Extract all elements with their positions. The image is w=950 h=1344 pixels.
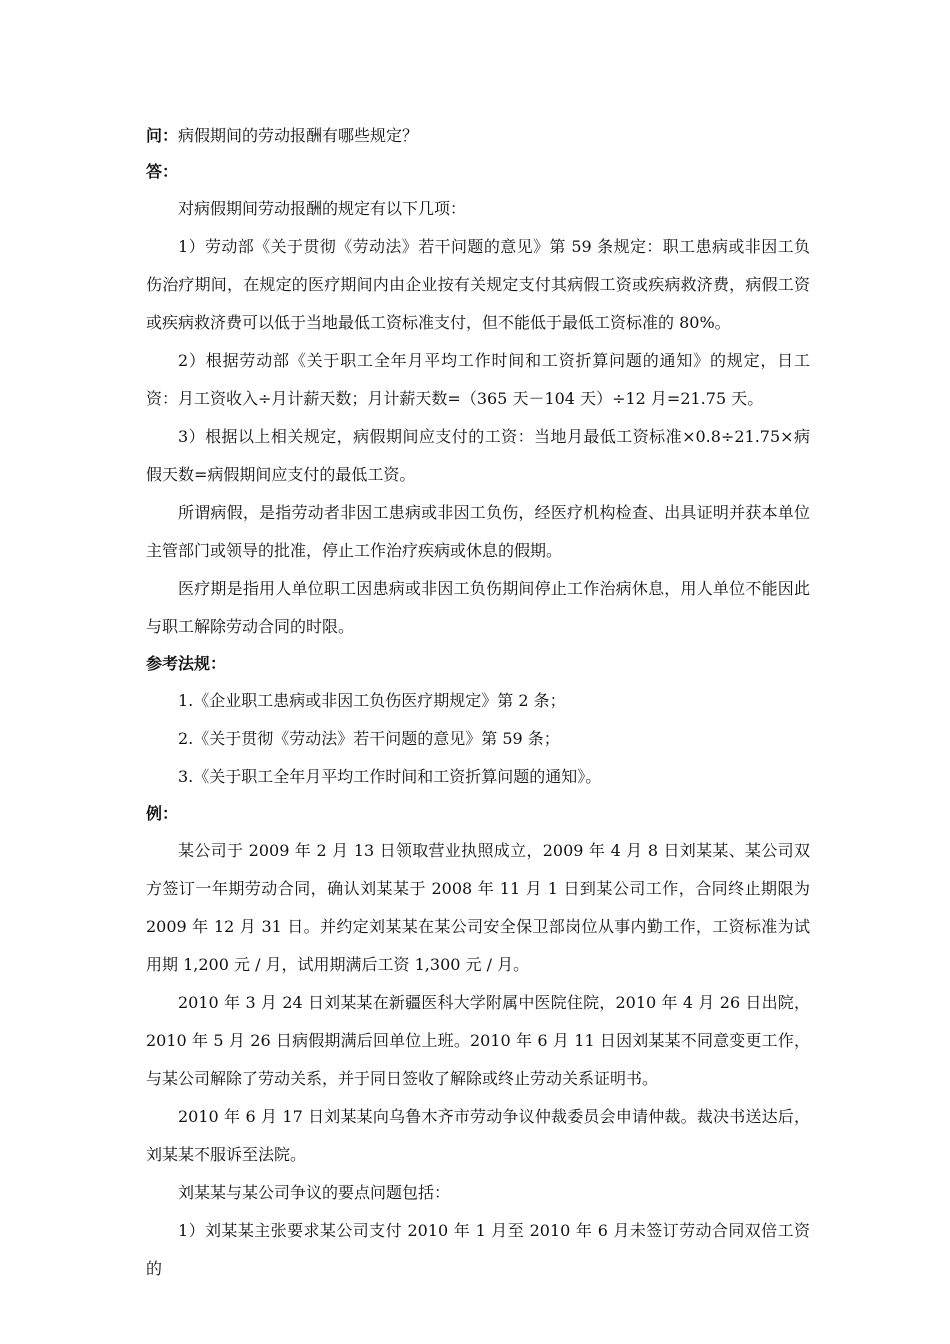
answer-label: 答： [146,162,179,181]
example-paragraph: 1）刘某某主张要求某公司支付 2010 年 1 月至 2010 年 6 月未签订劳动合同双倍工资的 [146,1221,810,1278]
reference-item: 2.《关于贯彻《劳动法》若干问题的意见》第 59 条； [178,729,560,748]
example-paragraph: 某公司于 2009 年 2 月 13 日领取营业执照成立，2009 年 4 月 8 日刘某某、某公司双方签订一年期劳动合同，确认刘某某于 2008 年 11 月 1 日到某公司工作，合同终止期限为 2009 年 12 月 31 日。并约定刘某某在某公司安全保卫部岗位从事内勤工作，工资标准为试用期 1,200 元 / 月，试用期满后工资 1,300 元 / 月。 [146,841,810,974]
answer-paragraph: 所谓病假，是指劳动者非因工患病或非因工负伤，经医疗机构检查、出具证明并获本单位主管部门或领导的批准，停止工作治疗疾病或休息的假期。 [146,503,810,560]
example-paragraph: 刘某某与某公司争议的要点问题包括： [178,1183,451,1202]
reference-item: 1.《企业职工患病或非因工负伤医疗期规定》第 2 条； [178,691,566,710]
question-label: 问： [146,126,179,145]
example-label: 例： [146,804,179,823]
question-text: 病假期间的劳动报酬有哪些规定？ [178,126,419,145]
example-paragraph: 2010 年 6 月 17 日刘某某向乌鲁木齐市劳动争议仲裁委员会申请仲裁。裁决书送达后，刘某某不服诉至法院。 [146,1107,810,1164]
answer-paragraph: 1）劳动部《关于贯彻《劳动法》若干问题的意见》第 59 条规定：职工患病或非因工负伤治疗期间，在规定的医疗期间内由企业按有关规定支付其病假工资或疾病救济费，病假工资或疾病救济费可以低于当地最低工资标准支付，但不能低于最低工资标准的 80%。 [146,237,810,332]
answer-paragraph: 对病假期间劳动报酬的规定有以下几项： [178,199,467,218]
question-line [146,118,810,154]
answer-paragraph: 2）根据劳动部《关于职工全年月平均工作时间和工资折算问题的通知》的规定，日工资：月工资收入÷月计薪天数；月计薪天数=（365 天－104 天）÷12 月=21.75 天。 [146,351,810,408]
references-label: 参考法规： [146,654,227,673]
example-paragraph: 2010 年 3 月 24 日刘某某在新疆医科大学附属中医院住院，2010 年 4 月 26 日出院，2010 年 5 月 26 日病假期满后回单位上班。2010 年 6 月 11 日因刘某某不同意变更工作，与某公司解除了劳动关系，并于同日签收了解除或终止劳动关系证明书。 [146,993,810,1088]
reference-item: 3.《关于职工全年月平均工作时间和工资折算问题的通知》。 [178,767,602,786]
answer-paragraph: 医疗期是指用人单位职工因患病或非因工负伤期间停止工作治病休息，用人单位不能因此与职工解除劳动合同的时限。 [146,579,810,636]
answer-paragraph: 3）根据以上相关规定，病假期间应支付的工资：当地月最低工资标准×0.8÷21.75×病假天数=病假期间应支付的最低工资。 [146,427,810,484]
document-page [146,118,810,1288]
